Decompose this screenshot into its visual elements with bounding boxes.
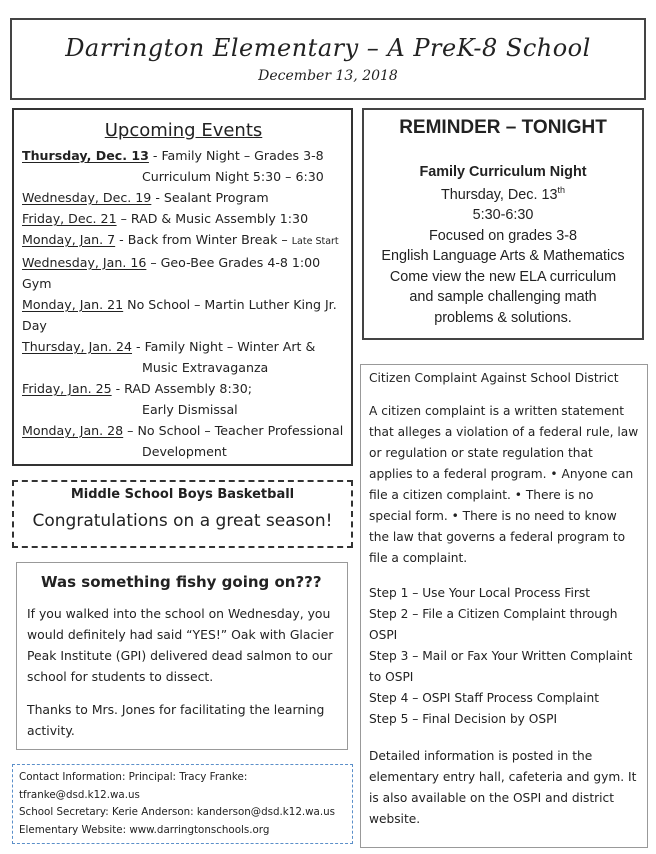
event-wrap: Gym — [22, 276, 52, 291]
newsletter-header — [10, 18, 646, 100]
complaint-step: Step 2 – File a Citizen Complaint through OSPI — [369, 607, 618, 642]
event-text: - Back from Winter Break – — [115, 232, 292, 247]
event-text: - RAD Assembly 8:30; — [111, 381, 252, 396]
event-continuation: Development — [142, 444, 227, 459]
event-date: Thursday, Dec. 13 — [22, 148, 149, 163]
complaint-step: Step 4 – OSPI Staff Process Complaint — [369, 691, 600, 705]
complaint-step: Step 3 – Mail or Fax Your Written Complaint to OSPI — [369, 649, 633, 684]
basketball-title: Middle School Boys Basketball — [70, 487, 295, 502]
reminder-date-text: Thursday, Dec. 13 — [440, 186, 558, 203]
event-date: Wednesday, Jan. 16 — [22, 255, 147, 270]
event-item — [22, 336, 345, 378]
newsletter-date: December 13, 2018 — [258, 68, 398, 84]
complaint-title: Citizen Complaint Against School District — [369, 371, 619, 385]
fishy-paragraph: If you walked into the school on Wednesday, you would definitely had said “YES!” Oak with Glacier Peak Institute (GPI) delivered dead salmon to our school for students to dissect. — [27, 606, 334, 684]
contact-principal-email: tfranke@dsd.k12.wa.us — [19, 788, 140, 801]
event-text: - Sealant Program — [151, 190, 269, 205]
event-item — [22, 187, 345, 208]
reminder-line: Come view the new ELA curriculum — [389, 268, 617, 285]
event-text: – Geo-Bee Grades 4-8 1:00 — [146, 255, 321, 270]
event-item — [22, 294, 345, 336]
event-text: No School – Martin Luther King Jr. — [123, 297, 337, 312]
event-date: Thursday, Jan. 24 — [22, 339, 133, 354]
reminder-title: REMINDER – TONIGHT — [399, 117, 607, 138]
contact-principal: Contact Information: Principal: Tracy Franke: — [19, 771, 248, 783]
event-note: Late Start — [291, 236, 339, 247]
event-item — [22, 145, 345, 187]
reminder-line: 5:30-6:30 — [472, 207, 534, 224]
event-date: Monday, Jan. 28 — [22, 423, 124, 438]
event-continuation: Early Dismissal — [142, 402, 238, 417]
event-item — [22, 420, 345, 462]
school-name: Darrington Elementary – A PreK-8 School — [65, 34, 591, 62]
complaint-box — [360, 364, 648, 848]
complaint-paragraph: A citizen complaint is a written statement that alleges a violation of a federal rule, law or regulation or state regulation that applies to a federal program. • Anyone can file a citizen complaint. • There is no special form. • There is no need to know the law that governs a federal program to file a complaint. — [369, 404, 639, 565]
contact-website: Elementary Website: www.darringtonschools.org — [19, 823, 270, 836]
reminder-line: English Language Arts & Mathematics — [381, 248, 625, 265]
reminder-date — [364, 180, 642, 205]
event-date: Monday, Jan. 21 — [22, 297, 124, 312]
event-date: Friday, Dec. 21 — [22, 211, 117, 226]
reminder-line: problems & solutions. — [434, 309, 572, 326]
reminder-date-suffix: th — [557, 185, 566, 195]
upcoming-events-box — [12, 108, 353, 466]
event-wrap: Day — [22, 318, 47, 333]
reminder-box — [362, 108, 644, 340]
event-text: - Family Night – Winter Art & — [132, 339, 316, 354]
event-date: Wednesday, Dec. 19 — [22, 190, 152, 205]
complaint-details: Detailed information is posted in the elementary entry hall, cafeteria and gym. It is also available on the OSPI and district website. — [369, 749, 637, 826]
event-continuation: Music Extravaganza — [142, 360, 269, 375]
reminder-line: Focused on grades 3-8 — [429, 227, 577, 244]
event-continuation: Curriculum Night 5:30 – 6:30 — [142, 169, 324, 184]
contact-secretary: School Secretary: Kerie Anderson: kanderson@dsd.k12.wa.us — [19, 806, 336, 818]
event-item — [22, 208, 345, 229]
reminder-event: Family Curriculum Night — [419, 164, 587, 180]
contact-box — [12, 764, 353, 844]
event-date: Friday, Jan. 25 — [22, 381, 112, 396]
event-text: - Family Night – Grades 3-8 — [148, 148, 324, 163]
basketball-box — [12, 480, 353, 548]
events-title: Upcoming Events — [104, 120, 263, 141]
basketball-message: Congratulations on a great season! — [32, 511, 333, 531]
complaint-step: Step 1 – Use Your Local Process First — [369, 586, 590, 600]
fishy-box — [16, 562, 348, 750]
complaint-steps — [369, 583, 639, 730]
event-date: Monday, Jan. 7 — [22, 232, 116, 247]
event-text: – RAD & Music Assembly 1:30 — [116, 211, 309, 226]
fishy-thanks: Thanks to Mrs. Jones for facilitating the learning activity. — [27, 702, 325, 738]
event-item — [22, 229, 345, 252]
event-item — [22, 252, 345, 294]
reminder-line: and sample challenging math — [409, 289, 597, 306]
event-item — [22, 378, 345, 420]
fishy-title: Was something fishy going on??? — [41, 573, 322, 591]
complaint-step: Step 5 – Final Decision by OSPI — [369, 712, 558, 726]
event-text: – No School – Teacher Professional — [123, 423, 344, 438]
